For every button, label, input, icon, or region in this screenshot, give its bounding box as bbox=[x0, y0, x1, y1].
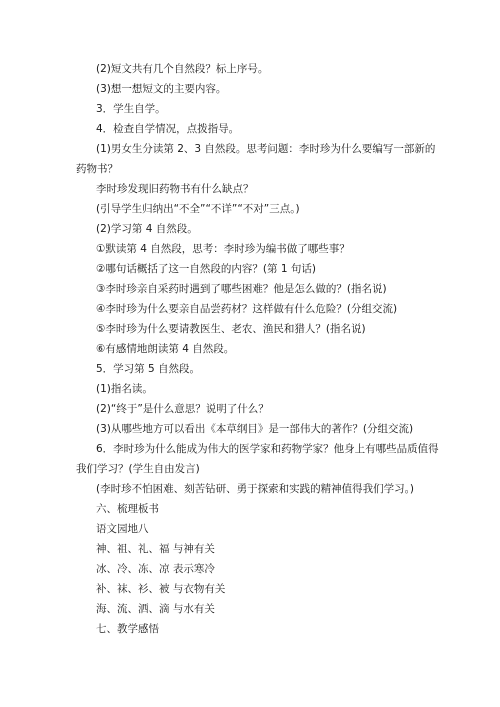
text-line-21: 我们学习？(学生自由发言) bbox=[76, 463, 200, 475]
text-line-7: 李时珍发现旧药物书有什么缺点？ bbox=[96, 183, 254, 195]
text-line-17: (1)指名读。 bbox=[96, 383, 153, 395]
text-line-4: 4．检查自学情况，点拨指导。 bbox=[96, 123, 240, 135]
text-line-9: (2)学习第 4 自然段。 bbox=[96, 223, 198, 235]
text-line-18: (2)“终于”是什么意思？说明了什么？ bbox=[96, 403, 269, 415]
text-line-19: (3)从哪些地方可以看出《本草纲目》是一部伟大的著作？(分组交流) bbox=[96, 423, 414, 435]
text-line-13: ④李时珍为什么要亲自品尝药材？这样做有什么危险？(分组交流) bbox=[96, 303, 398, 315]
text-line-15: ⑥有感情地朗读第 4 自然段。 bbox=[96, 343, 235, 355]
text-line-2: (3)想一想短文的主要内容。 bbox=[96, 83, 227, 95]
text-line-3: 3．学生自学。 bbox=[96, 103, 166, 115]
text-line-6: 药物书？ bbox=[76, 163, 118, 175]
text-line-27: 补、袜、衫、被 与衣物有关 bbox=[96, 583, 226, 595]
text-line-14: ⑤李时珍为什么要请教医生、老农、渔民和猎人？(指名说) bbox=[96, 323, 366, 335]
text-line-10: ①默读第 4 自然段，思考：李时珍为编书做了哪些事？ bbox=[96, 243, 350, 255]
text-line-1: (2)短文共有几个自然段？标上序号。 bbox=[96, 63, 269, 75]
text-line-20: 6．李时珍为什么能成为伟大的医学家和药物学家？他身上有哪些品质值得 bbox=[96, 443, 439, 455]
text-line-28: 海、流、洒、滴 与水有关 bbox=[96, 603, 215, 615]
text-line-8: (引导学生归纳出“不全”“不详”“不对”三点。) bbox=[96, 203, 300, 215]
text-line-23: 六、梳理板书 bbox=[96, 503, 159, 515]
text-line-16: 5．学习第 5 自然段。 bbox=[96, 363, 201, 375]
text-line-24: 语文园地八 bbox=[96, 523, 149, 535]
text-line-26: 冰、冷、冻、凉 表示寒冷 bbox=[96, 563, 215, 575]
text-line-25: 神、祖、礼、福 与神有关 bbox=[96, 543, 215, 555]
text-line-12: ③李时珍亲自采药时遇到了哪些困难？他是怎么做的？(指名说) bbox=[96, 283, 387, 295]
text-line-22: (李时珍不怕困难、刻苦钻研、勇于探索和实践的精神值得我们学习。) bbox=[96, 483, 414, 495]
text-line-11: ②哪句话概括了这一自然段的内容？(第 1 句话) bbox=[96, 263, 316, 275]
text-line-5: (1)男女生分读第 2、3 自然段。思考问题：李时珍为什么要编写一部新的 bbox=[96, 143, 436, 155]
text-line-29: 七、教学感悟 bbox=[96, 623, 159, 635]
